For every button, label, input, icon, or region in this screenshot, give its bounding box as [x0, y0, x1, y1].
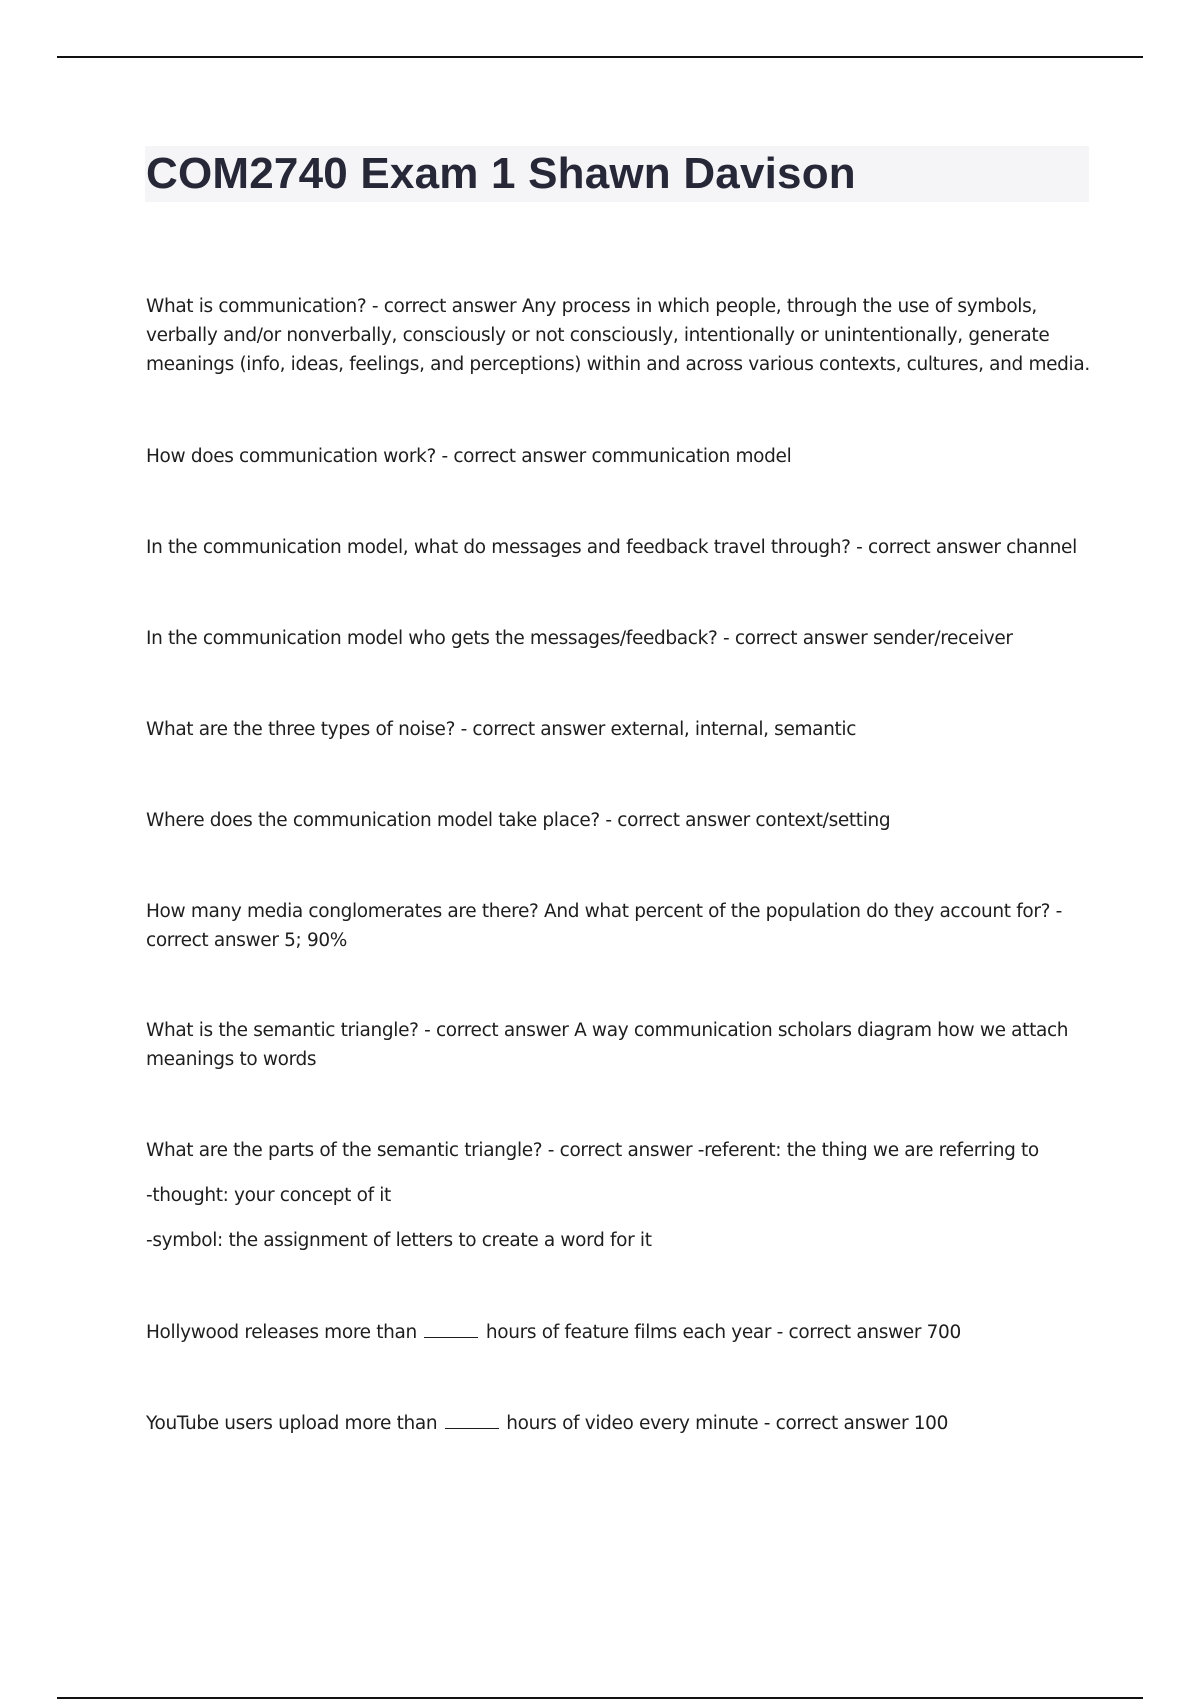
qa-item-2 [146, 442, 1096, 471]
answer-text: 5; 90% [284, 930, 348, 951]
qa-item-3 [146, 533, 1096, 562]
qa-item-1 [146, 292, 1096, 379]
qa-item-8 [146, 1016, 1096, 1074]
question-text: What is communication? [146, 296, 367, 317]
question-text: Where does the communication model take place? [146, 810, 600, 831]
bottom-rule [57, 1697, 1143, 1699]
qa-item-10 [146, 1318, 1096, 1347]
question-text: In the communication model who gets the messages/feedback? [146, 628, 718, 649]
qa-item-9-first-line [146, 1136, 1096, 1165]
question-text-after-blank: hours of feature films each year [480, 1322, 772, 1343]
answer-text: channel [1006, 537, 1077, 558]
answer-text: Any process in which people, through the use of symbols, verbally and/or nonverbally, consciously or not consciously, intentionally or unintentionally, generate meanings (info, ideas, feelings, and perceptions) within and across various contexts, cultures, and media. [146, 296, 1090, 375]
answer-separator: - correct answer [418, 1020, 575, 1041]
question-text: What are the three types of noise? [146, 719, 456, 740]
answer-separator: - correct answer [771, 1322, 927, 1343]
page-title: COM2740 Exam 1 Shawn Davison [146, 149, 856, 198]
answer-separator: - correct answer [542, 1140, 698, 1161]
answer-separator: - correct answer [599, 810, 756, 831]
question-text: In the communication model, what do messages and feedback travel through? [146, 537, 851, 558]
question-text: What are the parts of the semantic triangle? [146, 1140, 543, 1161]
answer-separator: - correct answer [366, 296, 522, 317]
qa-item-4 [146, 624, 1096, 653]
answer-separator: - correct answer [717, 628, 873, 649]
question-text-before-blank: YouTube users upload more than [146, 1413, 443, 1434]
qa-item-11 [146, 1409, 1096, 1438]
answer-text: context/setting [755, 810, 891, 831]
question-text: How does communication work? [146, 446, 436, 467]
qa-item-6 [146, 806, 1096, 835]
question-text-after-blank: hours of video every minute [500, 1413, 759, 1434]
fill-in-blank [445, 1427, 499, 1429]
answer-text: sender/receiver [872, 628, 1013, 649]
qa-item-7 [146, 897, 1096, 955]
fill-in-blank [424, 1336, 478, 1338]
answer-text: communication model [591, 446, 792, 467]
qa-item-5 [146, 715, 1096, 744]
qa-item-9 [146, 1136, 1096, 1255]
answer-line-symbol: -symbol: the assignment of letters to create a word for it [146, 1230, 652, 1251]
answer-separator: - correct answer [146, 901, 1062, 951]
answer-text: -referent: the thing we are referring to [697, 1140, 1039, 1161]
answer-text: 100 [913, 1413, 949, 1434]
answer-separator: - correct answer [455, 719, 611, 740]
answer-line-thought: -thought: your concept of it [146, 1185, 391, 1206]
answer-separator: - correct answer [850, 537, 1007, 558]
answer-text: A way communication scholars diagram how we attach meanings to words [146, 1020, 1069, 1070]
answer-separator: - correct answer [758, 1413, 914, 1434]
answer-text: 700 [926, 1322, 961, 1343]
question-text: What is the semantic triangle? [146, 1020, 419, 1041]
question-text-before-blank: Hollywood releases more than [146, 1322, 423, 1343]
top-rule [57, 56, 1143, 58]
answer-text: external, internal, semantic [610, 719, 857, 740]
question-text: How many media conglomerates are there? And what percent of the population do they account for? [146, 901, 1051, 922]
answer-separator: - correct answer [435, 446, 592, 467]
